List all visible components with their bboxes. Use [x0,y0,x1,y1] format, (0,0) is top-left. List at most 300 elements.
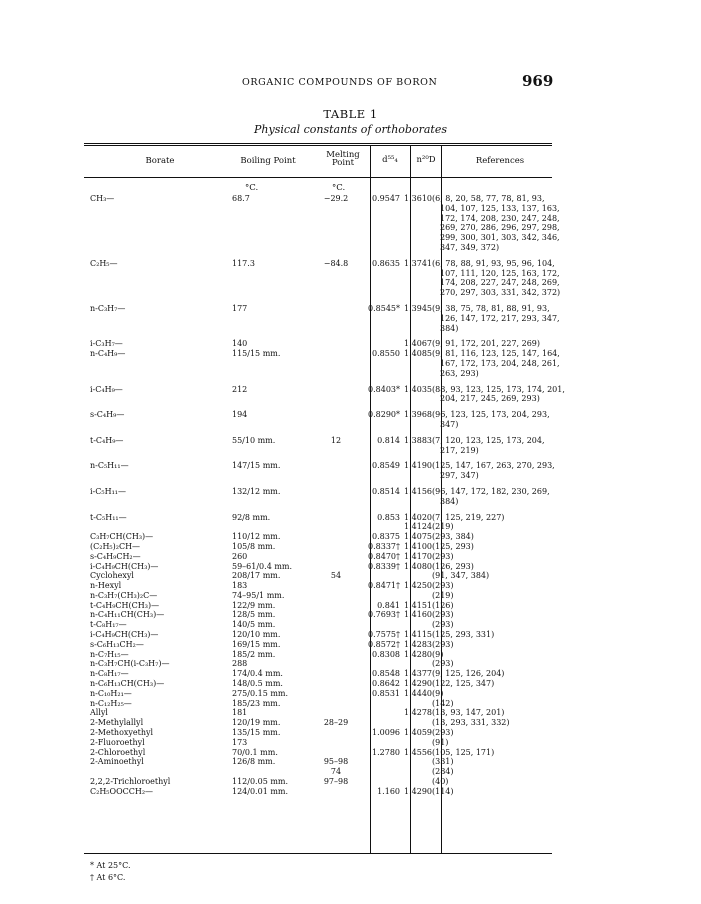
density-cell [361,777,400,787]
boiling-point-cell: 183 [232,581,248,591]
density-cell: 0.8470† [368,551,400,561]
reference-line: 172, 174, 208, 230, 247, 248, [440,213,560,223]
melting-point-cell [311,513,361,523]
reference-line: (125, 147, 167, 263, 270, 293, [432,461,555,471]
reference-line: (9, 125, 126, 204) [432,669,505,679]
borate-cell: 2-Aminoethyl [90,757,144,767]
reference-line: (91, 347, 384) [432,571,490,581]
borate-cell: i-C₄H₉CH(CH₃)— [90,561,159,571]
column-header-refractive-index: n²⁰D [416,155,436,165]
reference-line: (9, 38, 75, 78, 81, 88, 91, 93, [432,303,550,313]
melting-point-cell [311,610,361,620]
boiling-point-cell: 185/23 mm. [232,698,281,708]
melting-point-cell [311,591,361,601]
reference-line: (105, 125, 171) [432,747,495,757]
refractive-index-cell: 1.4190 [404,461,432,471]
melting-point-cell [311,487,361,507]
melting-point-cell: 95–98 [323,757,349,767]
boiling-point-cell: 148/0.5 mm. [232,679,283,689]
references-cell [432,461,565,481]
reference-line: (96, 123, 125, 173, 204, 293, [432,410,550,420]
borate-cell: 2,2,2-Trichloroethyl [90,777,171,787]
references-cell [432,689,565,699]
borate-cell: n-C₆H₁₃CH(CH₃)— [90,679,165,689]
table-row [90,650,565,660]
melting-point-cell [311,669,361,679]
refractive-index-cell: 1.3945 [404,303,432,313]
boiling-point-cell: 59–61/0.4 mm. [232,561,293,571]
boiling-point-cell: 174/0.4 mm. [232,669,283,679]
borate-cell: C₃H₇CH(CH₃)— [90,532,154,542]
boiling-point-cell: 177 [232,303,248,313]
density-cell: 0.841 [377,600,400,610]
boiling-point-cell: 173 [232,737,248,747]
reference-line: (13, 93, 147, 201) [432,708,505,718]
melting-point-cell [311,410,361,430]
density-cell [361,620,400,630]
density-cell: 1.160 [377,786,400,796]
refractive-index-cell: 1.3741 [404,258,432,268]
boiling-point-cell: 194 [232,410,248,420]
references-cell [432,532,565,542]
boiling-point-cell: 117.3 [232,258,255,268]
table-row [90,669,565,679]
borate-cell: C₂H₅OOCCH₂— [90,786,154,796]
melting-point-cell: 54 [330,571,342,581]
density-cell: 0.8572† [368,639,400,649]
density-cell [361,738,400,748]
density-cell: 0.9547 [372,194,400,203]
reference-line: (284) [432,767,454,777]
references-cell [432,581,565,591]
references-cell [432,385,565,405]
references-cell [432,699,565,709]
density-cell: 0.7693† [368,610,400,620]
refractive-index-cell: 1.4115 [404,630,432,640]
refractive-index-cell: 1.4075 [404,532,432,542]
boiling-point-cell [232,522,311,532]
boiling-point-cell: 115/15 mm. [232,349,281,359]
reference-line: 104, 107, 125, 133, 137, 163, [440,203,560,213]
references-cell [432,571,565,581]
density-cell: 1.0096 [372,728,400,738]
density-cell [361,708,400,718]
column-header-boiling-point: Boiling Point [240,156,296,166]
melting-point-cell [311,349,361,378]
reference-line: 297, 347) [440,471,479,481]
density-cell [361,718,400,728]
boiling-point-cell: 126/8 mm. [232,757,276,767]
borate-cell: n-Hexyl [90,581,122,591]
borate-cell: n-C₄H₉— [90,349,126,359]
reference-line: (125, 293, 331) [432,630,495,640]
melting-point-cell: −29.2 [323,194,349,203]
refractive-index-cell: 1.4035 [404,384,432,394]
reference-line: (9, 81, 116, 123, 125, 147, 164, [432,349,560,359]
table-row [90,304,565,333]
table-row [90,552,565,562]
units-boiling-point: °C. [245,183,259,193]
borate-cell: i-C₅H₁₁— [90,486,126,496]
melting-point-cell [311,581,361,591]
reference-line: 384) [440,496,459,506]
density-cell: 0.8549 [372,461,400,471]
melting-point-cell [311,630,361,640]
melting-point-cell: −84.8 [323,258,349,268]
table-title: TABLE 1 [323,107,378,121]
reference-line: (9, 91, 172, 201, 227, 269) [432,339,541,349]
density-cell: 0.8550 [372,349,400,359]
table-row [90,259,565,298]
table-row [90,339,565,349]
borate-cell: i-C₃H₇— [90,339,123,349]
table-row [90,738,565,748]
references-cell [432,630,565,640]
table-row [90,487,565,507]
reference-line: 126, 147, 172, 217, 293, 347, [440,313,560,323]
references-cell [432,640,565,650]
boiling-point-cell: 74–95/1 mm. [232,590,285,600]
borate-cell: t-C₈H₁₇— [90,620,127,630]
footnote: * At 25°C. [90,861,131,870]
reference-line: (293) [432,620,454,630]
refractive-index-cell [400,767,432,777]
borate-cell: 2-Methylallyl [90,718,144,728]
reference-line: 384) [440,323,459,333]
refractive-index-cell: 1.4250 [404,581,432,591]
table-row [90,630,565,640]
refractive-index-cell: 1.4556 [404,747,432,757]
borate-cell: i-C₄H₉— [90,384,123,394]
table-row [90,581,565,591]
reference-line: (13, 293, 331, 332) [432,718,510,728]
reference-line: (293) [432,639,454,649]
density-cell: 0.8471† [368,581,400,591]
references-cell [432,708,565,718]
table-row [90,591,565,601]
table-row [90,767,565,777]
reference-line: (293, 384) [432,532,474,542]
references-cell [432,650,565,660]
reference-line: (114) [432,786,454,796]
reference-line: (293) [432,659,454,669]
refractive-index-cell [400,699,432,709]
reference-line: 167, 172, 173, 204, 248, 261, [440,358,560,368]
density-cell: 0.8548 [372,669,400,679]
density-cell: 0.8545* [368,303,400,313]
melting-point-cell [311,738,361,748]
borate-cell: 2-Methoxyethyl [90,728,154,738]
table-row [90,699,565,709]
melting-point-cell [311,699,361,709]
borate-cell: n-C₃H₇— [90,303,126,313]
boiling-point-cell: 140 [232,339,248,349]
density-cell: 0.7575† [368,630,400,640]
references-cell [432,522,565,532]
melting-point-cell [311,601,361,611]
reference-line: 347, 349, 372) [440,242,500,252]
density-cell [361,767,400,777]
refractive-index-cell: 1.4290 [404,679,432,689]
refractive-index-cell [400,571,432,581]
refractive-index-cell: 1.4290 [404,786,432,796]
table-row [90,461,565,481]
table-row [90,679,565,689]
table-subtitle: Physical constants of orthoborates [254,123,447,136]
refractive-index-cell [400,659,432,669]
refractive-index-cell: 1.4059 [404,728,432,738]
refractive-index-cell: 1.4440 [404,688,432,698]
references-cell [432,410,565,430]
table-row [90,410,565,430]
table-row [90,513,565,523]
reference-line: 270, 297, 303, 331, 342, 372) [440,288,561,298]
refractive-index-cell: 1.4156 [404,486,432,496]
references-cell [432,552,565,562]
table-row [90,542,565,552]
borate-cell: s-C₄H₉CH₂— [90,551,141,561]
reference-line: 107, 111, 120, 125, 163, 172, [440,268,560,278]
density-cell: 0.8403* [368,384,400,394]
melting-point-cell: 74 [330,767,342,777]
melting-point-cell [311,787,361,797]
borate-cell: CH₃— [90,194,115,203]
borate-cell: (C₂H₅)₂CH— [90,541,141,551]
references-cell [432,349,565,378]
boiling-point-cell: 169/15 mm. [232,639,281,649]
borate-cell: s-C₄H₉— [90,410,125,420]
borate-cell: 2-Fluoroethyl [90,737,145,747]
borate-cell [90,522,232,532]
reference-line: (293) [432,581,454,591]
borate-cell: n-C₄H₁₁CH(CH₃)— [90,610,165,620]
boiling-point-cell: 120/10 mm. [232,630,281,640]
references-cell [432,591,565,601]
refractive-index-cell: 1.4283 [404,639,432,649]
reference-line: (96, 147, 172, 182, 230, 269, [432,486,550,496]
column-header-references: References [475,156,525,166]
melting-point-cell [311,640,361,650]
table-row [90,562,565,572]
refractive-index-cell [400,718,432,728]
melting-point-cell [311,461,361,481]
melting-point-cell: 28–29 [323,718,349,728]
boiling-point-cell: 110/12 mm. [232,532,281,542]
reference-line: (219) [432,590,454,600]
boiling-point-cell: 68.7 [232,194,250,203]
reference-line: (125, 293) [432,541,474,551]
boiling-point-cell: 260 [232,551,248,561]
references-cell [432,339,565,349]
table-row [90,718,565,728]
density-cell: 0.8339† [368,561,400,571]
table-row [90,601,565,611]
boiling-point-cell: 55/10 mm. [232,435,276,445]
melting-point-cell [311,728,361,738]
table-row [90,349,565,378]
boiling-point-cell: 128/5 mm. [232,610,276,620]
refractive-index-cell [400,620,432,630]
density-cell [361,571,400,581]
references-cell [432,562,565,572]
column-header-melting-line2: Point [331,158,355,168]
melting-point-cell [311,650,361,660]
melting-point-cell: 12 [330,435,342,445]
refractive-index-cell: 1.4124 [404,522,432,532]
table-row [90,689,565,699]
density-cell [361,339,400,349]
melting-point-cell [311,304,361,333]
borate-cell: t-C₅H₁₁— [90,512,127,522]
density-cell: 0.853 [377,512,400,522]
boiling-point-cell: 147/15 mm. [232,461,281,471]
boiling-point-cell: 112/0.05 mm. [232,777,289,787]
density-cell [361,659,400,669]
table-row [90,728,565,738]
references-cell [432,669,565,679]
refractive-index-cell [400,757,432,767]
boiling-point-cell: 120/19 mm. [232,718,281,728]
references-cell [432,601,565,611]
reference-line: (293) [432,610,454,620]
references-cell [432,738,565,748]
density-cell: 0.8290* [368,410,400,420]
column-header-borate: Borate [145,156,175,166]
boiling-point-cell: 140/5 mm. [232,620,276,630]
refractive-index-cell: 1.4377 [404,669,432,679]
melting-point-cell [311,552,361,562]
melting-point-cell [311,679,361,689]
reference-line: (331) [432,757,454,767]
references-cell [432,787,565,797]
boiling-point-cell: 208/17 mm. [232,571,281,581]
reference-line: 269, 270, 286, 296, 297, 298, [440,223,560,233]
reference-line: (40) [432,777,449,787]
refractive-index-cell: 1.4080 [404,561,432,571]
reference-line: (6, 78, 88, 91, 93, 95, 96, 104, [432,258,555,268]
footnote: † At 6°C. [90,873,126,882]
melting-point-cell [311,562,361,572]
boiling-point-cell: 181 [232,708,248,718]
table-row [90,757,565,767]
refractive-index-cell: 1.4160 [404,610,432,620]
refractive-index-cell: 1.3968 [404,410,432,420]
density-cell: 1.2780 [372,747,400,757]
melting-point-cell [311,708,361,718]
borate-cell: n-C₇H₁₅— [90,649,129,659]
table-header-rule [84,177,552,178]
reference-line: (122, 125, 347) [432,679,495,689]
table-body [90,194,565,797]
table-top-rule [84,143,552,144]
boiling-point-cell: 122/9 mm. [232,600,276,610]
melting-point-cell [311,532,361,542]
table-row [90,708,565,718]
melting-point-cell [311,385,361,405]
table-top-rule-double [84,145,552,146]
borate-cell: t-C₄H₉CH(CH₃)— [90,600,160,610]
table-row [90,532,565,542]
borate-cell: t-C₄H₉— [90,435,124,445]
density-cell: 0.814 [377,435,400,445]
reference-line: (6, 8, 20, 58, 77, 78, 81, 93, [432,194,545,203]
references-cell [432,748,565,758]
reference-line: (293) [432,728,454,738]
references-cell [432,304,565,333]
borate-cell: Allyl [90,708,108,718]
melting-point-cell [311,748,361,758]
borate-cell: n-C₃H₇CH(i-C₃H₇)— [90,659,170,669]
table-row [90,777,565,787]
borate-table [90,194,565,797]
table-row [90,640,565,650]
references-cell [432,767,565,777]
refractive-index-cell: 1.4100 [404,541,432,551]
references-cell [432,259,565,298]
page-number: 969 [522,72,554,90]
melting-point-cell: 97–98 [323,777,349,787]
refractive-index-cell: 1.3610 [404,194,432,203]
borate-cell: n-C₈H₁₇— [90,669,129,679]
boiling-point-cell: 275/0.15 mm. [232,688,289,698]
references-cell [432,728,565,738]
reference-line: 174, 208, 227, 247, 248, 269, [440,278,560,288]
table-row [90,194,565,253]
reference-line: (88, 93, 123, 125, 173, 174, 201, [432,384,565,394]
refractive-index-cell: 1.4151 [404,600,432,610]
boiling-point-cell: 92/8 mm. [232,512,271,522]
table-row [90,571,565,581]
table-bottom-rule [84,853,552,854]
table-row [90,748,565,758]
reference-line: (126) [432,600,454,610]
refractive-index-cell: 1.4085 [404,349,432,359]
refractive-index-cell [400,738,432,748]
column-header-density: d⁵⁵₄ [382,155,398,165]
references-cell [432,487,565,507]
references-cell [432,620,565,630]
references-cell [432,679,565,689]
reference-line: (7, 125, 219, 227) [432,512,505,522]
melting-point-cell [311,522,361,532]
reference-line: 263, 293) [440,368,479,378]
table-row [90,436,565,456]
reference-line: (219) [432,522,454,532]
references-cell [432,610,565,620]
boiling-point-cell: 105/8 mm. [232,541,276,551]
density-cell [361,757,400,767]
boiling-point-cell: 132/12 mm. [232,486,281,496]
references-cell [432,436,565,456]
borate-cell: C₂H₅— [90,258,118,268]
density-cell: 0.8308 [372,649,400,659]
reference-line: (293) [432,551,454,561]
refractive-index-cell [400,777,432,787]
references-cell [432,194,565,253]
refractive-index-cell: 1.4170 [404,551,432,561]
refractive-index-cell: 1.4067 [404,339,432,349]
reference-line: 347) [440,419,459,429]
melting-point-cell [311,659,361,669]
borate-cell: n-C₁₂H₂₅— [90,698,132,708]
references-cell [432,718,565,728]
references-cell [432,542,565,552]
borate-cell: n-C₃H₇(CH₃)₂C— [90,590,158,600]
borate-cell [90,767,232,777]
refractive-index-cell: 1.4280 [404,649,432,659]
density-cell: 0.8337† [368,541,400,551]
borate-cell: n-C₅H₁₁— [90,461,129,471]
